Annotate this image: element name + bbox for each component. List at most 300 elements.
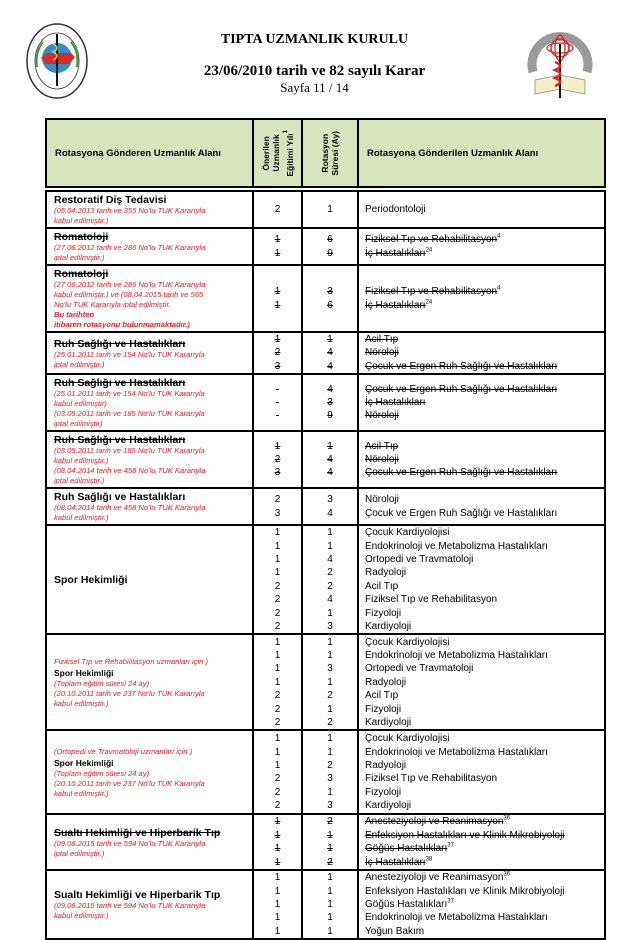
footnote-ref: 1 xyxy=(282,129,289,134)
rotation-months-value: 1 xyxy=(327,843,333,855)
target-specialty-cell xyxy=(358,228,605,265)
footnote-ref: 36 xyxy=(503,871,511,878)
header-line: Eğitimi Yılı xyxy=(284,133,295,177)
suggested-year-value: 1 xyxy=(274,636,281,648)
target-specialty-cell xyxy=(358,332,605,374)
suggested-year-value: 2 xyxy=(274,703,281,715)
source-specialty-name: Ruh Sağlığı ve Hastalıkları xyxy=(54,377,186,390)
rotation-months-cell xyxy=(302,525,358,634)
target-specialty-item xyxy=(365,799,604,812)
rotation-months-value: 1 xyxy=(327,885,333,897)
target-specialty-name: Radyoloji xyxy=(365,676,407,688)
suggested-year-value: 1 xyxy=(274,843,281,855)
target-specialty-item xyxy=(365,453,604,466)
source-specialty-cell xyxy=(46,634,253,730)
decision-note: (03.05.2011 tarih ve 185 No'lu TUK Kararıyla xyxy=(54,446,205,456)
target-specialty-item xyxy=(365,925,604,938)
suggested-year-value: 1 xyxy=(274,676,281,688)
page-number: Sayfa 11 / 14 xyxy=(280,80,349,95)
target-specialty-name: Ortopedi ve Travmatoloji xyxy=(365,554,474,566)
target-specialty-item xyxy=(365,580,604,593)
suggested-year-value: 2 xyxy=(274,203,281,215)
rotation-months-value: 1 xyxy=(327,649,333,661)
suggested-year-value: 1 xyxy=(274,649,281,661)
decision-note: kabul edilmiştir) xyxy=(54,399,107,409)
rotation-months-value: 3 xyxy=(327,663,333,675)
decision-note: kabul edilmiştir.) xyxy=(54,788,109,798)
suggested-year-cell xyxy=(253,525,302,634)
target-specialty-item xyxy=(365,233,604,246)
target-specialty-name: Nöroloji xyxy=(365,347,399,359)
target-specialty-name: Çocuk ve Ergen Ruh Sağlığı ve Hastalıkları xyxy=(365,467,558,479)
decision-note: (05.04.2013 tarih ve 355 No'lu TUK Kararıyla xyxy=(54,206,206,215)
rotation-months-value: 4 xyxy=(327,467,333,479)
rotation-months-value: 4 xyxy=(327,454,333,466)
header-line: Önerilen xyxy=(260,135,271,171)
decision-note: iptal edilmiştir.) xyxy=(54,253,105,262)
suggested-year-cell xyxy=(253,191,302,228)
target-specialty-item xyxy=(365,383,604,396)
suggested-year-value: 2 xyxy=(274,594,281,606)
table-row xyxy=(46,265,605,332)
target-specialty-name: Periodontoloji xyxy=(365,203,426,215)
source-specialty-cell xyxy=(46,730,253,814)
suggested-year-cell xyxy=(253,332,302,374)
table-row xyxy=(46,332,605,374)
target-specialty-item xyxy=(365,507,604,520)
decision-note: (25.01.2011 tarih ve 154 No'lu TUK Kararıyla xyxy=(54,389,205,399)
table-row xyxy=(46,814,605,870)
suggested-year-value: 2 xyxy=(274,621,281,633)
target-specialty-item xyxy=(365,676,604,689)
header-line: Rotasyon xyxy=(320,133,330,173)
suggested-year-value: 1 xyxy=(274,554,281,566)
target-specialty-item xyxy=(365,360,604,373)
decision-note: (09.06.2015 tarih ve 594 No'lu TUK Kararıyla xyxy=(54,838,206,848)
suggested-year-value: 1 xyxy=(274,567,281,579)
suggested-year-value: 1 xyxy=(274,247,281,259)
rotation-months-value: 4 xyxy=(327,594,333,606)
target-specialty-name: Ortopedi ve Travmatoloji xyxy=(365,663,474,675)
source-specialty-name: Spor Hekimliği xyxy=(54,667,114,678)
rotation-months-value: 4 xyxy=(327,554,333,566)
target-specialty-item xyxy=(365,396,604,409)
target-specialty-name: Radyoloji xyxy=(365,567,407,579)
target-specialty-item xyxy=(365,466,604,479)
suggested-year-cell xyxy=(253,374,302,431)
suggested-year-value: 2 xyxy=(274,607,281,619)
rotation-months-value: 2 xyxy=(327,856,333,868)
source-specialty-name: Restoratif Diş Tedavisi xyxy=(54,194,167,206)
target-specialty-item xyxy=(365,759,604,772)
target-specialty-name: Fiziksel Tıp ve Rehabilitasyon xyxy=(365,234,498,246)
target-specialty-name: İç Hastalıkları xyxy=(365,299,426,311)
target-specialty-item xyxy=(365,786,604,799)
suggested-year-cell xyxy=(253,431,302,488)
suggested-year-value: 1 xyxy=(274,912,281,924)
rotation-months-cell xyxy=(302,634,358,730)
target-specialty-item xyxy=(365,856,604,869)
source-specialty-name: Spor Hekimliği xyxy=(54,574,128,587)
rotation-months-value: 1 xyxy=(327,527,333,539)
target-specialty-name: Enfeksiyon Hastalıkları ve Klinik Mikrobiyoloji xyxy=(365,829,565,841)
target-specialty-name: Endokrinoloji ve Metabolizma Hastalıkları xyxy=(365,746,548,758)
suggested-year-cell xyxy=(253,814,302,870)
suggested-year-value xyxy=(254,383,301,396)
target-specialty-name: Kardiyoloji xyxy=(365,621,412,633)
rotation-months-value: 6 xyxy=(327,234,333,246)
target-specialty-cell xyxy=(358,870,605,939)
source-specialty-name: Spor Hekimliği xyxy=(54,757,114,768)
source-specialty-name: Sualtı Hekimliği ve Hiperbarik Tıp xyxy=(54,826,221,839)
rotation-months-cell xyxy=(302,730,358,814)
rotation-months-value: 4 xyxy=(327,507,333,519)
suggested-year-value: 1 xyxy=(274,856,281,868)
target-specialty-name: Nöroloji xyxy=(365,454,399,466)
target-specialty-item xyxy=(365,815,604,828)
footnote-ref: 36 xyxy=(503,816,511,823)
decision-note: kabul edilmiştir.) xyxy=(54,513,109,523)
decision-note: kabul edilmiştir.) ve (08.04.2015 tarih ve 565 xyxy=(54,290,204,299)
decision-note: (08.04.2014 tarih ve 458 No'lu TUK Kararıyla xyxy=(54,466,206,476)
rotation-months-value: 3 xyxy=(327,286,333,298)
source-specialty-name: Ruh Sağlığı ve Hastalıkları xyxy=(54,491,186,504)
target-specialty-item xyxy=(365,299,604,312)
suggested-year-value: 2 xyxy=(274,786,281,798)
rotation-months-value: 3 xyxy=(327,800,333,812)
rotation-table xyxy=(45,190,606,940)
rotation-months-value: 1 xyxy=(327,898,333,910)
rotation-months-cell xyxy=(302,488,358,525)
footnote-ref: 38 xyxy=(425,856,433,863)
suggested-year-cell xyxy=(253,870,302,939)
suggested-year-value: 1 xyxy=(274,286,281,298)
decision-note: (27.06.2012 tarih ve 286 No'lu TUK Kararıyla xyxy=(54,243,206,252)
rotation-months-cell xyxy=(302,228,358,265)
rotation-months-value: 3 xyxy=(327,773,333,785)
tuk-emblem-logo xyxy=(527,22,593,102)
target-specialty-name: Radyoloji xyxy=(365,760,407,772)
target-specialty-cell xyxy=(358,634,605,730)
table-row xyxy=(46,730,605,814)
source-specialty-name: Romatoloji xyxy=(54,268,109,280)
table-row xyxy=(46,634,605,730)
source-specialty-cell xyxy=(46,265,253,332)
column-header-rotation-duration xyxy=(302,119,358,187)
target-specialty-item xyxy=(365,203,604,216)
rotation-months-value: 4 xyxy=(327,383,333,395)
suggested-year-cell xyxy=(253,488,302,525)
target-specialty-name: İç Hastalıkları xyxy=(365,856,426,868)
rotation-months-value: 3 xyxy=(327,621,333,633)
target-specialty-item xyxy=(365,662,604,675)
rotation-months-value: 3 xyxy=(327,494,333,506)
suggested-year-value: 1 xyxy=(274,663,281,675)
rotation-months-value: 2 xyxy=(327,567,333,579)
suggested-year-value: 2 xyxy=(274,494,281,506)
rotation-months-value: 1 xyxy=(327,872,333,884)
decision-note: iptal edilmiştir.) xyxy=(54,476,105,486)
suggested-year-cell xyxy=(253,265,302,332)
target-specialty-cell xyxy=(358,374,605,431)
target-specialty-name: Çocuk ve Ergen Ruh Sağlığı ve Hastalıkları xyxy=(365,507,558,519)
target-specialty-item xyxy=(365,885,604,898)
source-specialty-cell xyxy=(46,431,253,488)
target-specialty-name: Fiziksel Tıp ve Rehabilitasyon xyxy=(365,773,498,785)
table-row xyxy=(46,488,605,525)
rotation-months-value: 1 xyxy=(327,203,333,215)
suggested-year-value: 1 xyxy=(274,299,281,311)
suggested-year-value xyxy=(254,409,301,422)
rotation-months-value: 6 xyxy=(327,299,333,311)
target-specialty-item xyxy=(365,409,604,422)
target-specialty-name: Fizyoloji xyxy=(365,703,402,715)
target-specialty-item xyxy=(365,716,604,729)
decision-note: (25.01.2011 tarih ve 154 No'lu TUK Kararıyla xyxy=(54,349,205,359)
footnote-ref: 37 xyxy=(447,898,454,905)
target-specialty-name: Göğüs Hastalıkları xyxy=(365,843,448,855)
target-specialty-cell xyxy=(358,431,605,488)
target-specialty-name: Çocuk Kardiyolojisi xyxy=(365,636,450,648)
decision-note: (20.10.2011 tarih ve 237 No'lu TUK Kararıyla xyxy=(54,688,205,698)
target-specialty-name: Kardiyoloji xyxy=(365,800,412,812)
suggested-year-value: 1 xyxy=(274,816,281,828)
target-specialty-item xyxy=(365,346,604,359)
target-specialty-name: Nöroloji xyxy=(365,410,399,422)
rotation-months-value: 4 xyxy=(327,347,333,359)
source-specialty-cell xyxy=(46,374,253,431)
rotation-months-value: 1 xyxy=(327,607,333,619)
suggested-year-value: 1 xyxy=(274,733,281,745)
decision-note: kabul edilmiştir.) xyxy=(54,698,109,708)
column-header-suggested-year xyxy=(253,119,302,187)
suggested-year-value: 1 xyxy=(274,885,281,897)
target-specialty-item xyxy=(365,772,604,785)
suggested-year-value: 1 xyxy=(274,440,281,452)
rotation-months-value: 1 xyxy=(327,703,333,715)
target-specialty-name: Nöroloji xyxy=(365,494,399,506)
rotation-months-value: 3 xyxy=(327,397,333,409)
target-specialty-name: Fizyoloji xyxy=(365,786,402,798)
target-specialty-name: Çocuk Kardiyolojisi xyxy=(365,527,450,539)
rotation-months-value: 1 xyxy=(327,540,333,552)
footnote-ref: 4 xyxy=(497,233,501,240)
source-specialty-cell xyxy=(46,525,253,634)
target-specialty-name: Fizyoloji xyxy=(365,607,402,619)
decision-note: (09.06.2015 tarih ve 594 No'lu TUK Kararıyla xyxy=(54,901,206,911)
target-specialty-name: Kardiyoloji xyxy=(365,716,412,728)
decision-note: iptal edilmiştir) xyxy=(54,419,103,429)
decision-note-emphasis: itibaren rotasyonu bulunmamaktadır.) xyxy=(54,320,190,329)
suggested-year-cell xyxy=(253,730,302,814)
target-specialty-name: Fiziksel Tıp ve Rehabilitasyon xyxy=(365,594,498,606)
target-specialty-name: Anesteziyoloji ve Reanimasyon xyxy=(365,872,504,884)
target-specialty-item xyxy=(365,829,604,842)
decision-note: No'lu TUK Kararıyla iptal edilmiştir. xyxy=(54,300,171,309)
target-specialty-item xyxy=(365,649,604,662)
source-specialty-cell xyxy=(46,191,253,228)
target-specialty-name: Çocuk Kardiyolojisi xyxy=(365,733,450,745)
decision-note: (Toplam eğitim süresi 24 ay) xyxy=(54,768,150,778)
suggested-year-value: 1 xyxy=(274,334,281,345)
target-specialty-item xyxy=(365,703,604,716)
target-specialty-name: Anesteziyoloji ve Reanimasyon xyxy=(365,816,504,828)
suggested-year-value: 1 xyxy=(274,829,281,841)
suggested-year-value: 3 xyxy=(274,507,281,519)
decision-note: kabul edilmiştir.) xyxy=(54,216,109,225)
suggested-year-cell xyxy=(253,634,302,730)
suggested-year-value: 2 xyxy=(274,690,281,702)
suggested-year-value: 2 xyxy=(274,347,281,359)
suggested-year-value: 1 xyxy=(274,872,281,884)
table-row xyxy=(46,191,605,228)
suggested-year-value: 1 xyxy=(274,898,281,910)
rotation-months-value: 2 xyxy=(327,690,333,702)
target-specialty-item xyxy=(365,566,604,579)
target-specialty-item xyxy=(365,540,604,553)
rotation-months-cell xyxy=(302,332,358,374)
rotation-months-value: 1 xyxy=(327,334,333,345)
decision-note: (Toplam eğitim süresi 24 ay) xyxy=(54,678,150,688)
suggested-year-value: 2 xyxy=(274,716,281,728)
target-specialty-name: Acil Tıp xyxy=(365,580,399,592)
decision-note: iptal edilmiştir.) xyxy=(54,848,105,858)
target-specialty-name: Acil Tıp xyxy=(365,334,399,345)
source-specialty-cell xyxy=(46,228,253,265)
target-specialty-item xyxy=(365,871,604,884)
rotation-months-cell xyxy=(302,191,358,228)
footnote-ref: 4 xyxy=(497,285,501,292)
target-specialty-name: Enfeksiyon Hastalıkları ve Klinik Mikrobiyoloji xyxy=(365,885,565,897)
decision-note-emphasis: Bu tarihten xyxy=(54,310,95,319)
suggested-year-value: 1 xyxy=(274,540,281,552)
target-specialty-item xyxy=(365,593,604,606)
rotation-months-value: 1 xyxy=(327,829,333,841)
target-specialty-name: İç Hastalıkları xyxy=(365,397,426,409)
column-header-target-specialty: Rotasyona Gönderilen Uzmanlık Alanı xyxy=(358,119,605,187)
target-specialty-name: Endokrinoloji ve Metabolizma Hastalıkları xyxy=(365,649,548,661)
source-specialty-name: Ruh Sağlığı ve Hastalıkları xyxy=(54,337,186,350)
decision-note: (20.10.2011 tarih ve 237 No'lu TUK Kararıyla xyxy=(54,778,205,788)
table-row xyxy=(46,870,605,939)
suggested-year-value: 2 xyxy=(274,454,281,466)
rotation-months-value: 1 xyxy=(327,733,333,745)
rotation-months-value: 2 xyxy=(327,760,333,772)
table-row xyxy=(46,525,605,634)
suggested-year-cell xyxy=(253,228,302,265)
source-specialty-cell xyxy=(46,332,253,374)
target-specialty-name: Yoğun Bakım xyxy=(365,925,425,937)
suggested-year-value xyxy=(254,396,301,409)
target-specialty-cell xyxy=(358,488,605,525)
rotation-months-value: 1 xyxy=(327,746,333,758)
rotation-months-cell xyxy=(302,814,358,870)
header-line: Uzmanlık xyxy=(270,134,281,172)
rotation-months-value: 9 xyxy=(327,247,333,259)
target-specialty-cell xyxy=(358,730,605,814)
target-specialty-cell xyxy=(358,191,605,228)
suggested-year-value: 1 xyxy=(274,760,281,772)
table-row xyxy=(46,374,605,431)
target-specialty-item xyxy=(365,898,604,911)
rotation-months-cell xyxy=(302,265,358,332)
rotation-months-value: 2 xyxy=(327,716,333,728)
rotation-months-value: 1 xyxy=(327,636,333,648)
target-specialty-name: Çocuk ve Ergen Ruh Sağlığı ve Hastalıkları xyxy=(365,360,558,372)
rotation-months-cell xyxy=(302,431,358,488)
rotation-months-value: 1 xyxy=(327,676,333,688)
target-specialty-item xyxy=(365,526,604,539)
source-specialty-cell xyxy=(46,814,253,870)
target-specialty-item xyxy=(365,911,604,924)
target-specialty-item xyxy=(365,493,604,506)
table-row xyxy=(46,431,605,488)
suggested-year-value: 2 xyxy=(274,773,281,785)
source-specialty-name: Sualtı Hekimliği ve Hiperbarik Tıp xyxy=(54,889,221,902)
rotation-months-value: 4 xyxy=(327,360,333,372)
suggested-year-value: 3 xyxy=(274,467,281,479)
target-specialty-name: Göğüs Hastalıkları xyxy=(365,898,448,910)
decision-note: (Ortopedi ve Travmatoloji uzmanları için ) xyxy=(54,746,193,756)
target-specialty-name: Endokrinoloji ve Metabolizma Hastalıkları xyxy=(365,912,548,924)
source-specialty-cell xyxy=(46,870,253,939)
rotation-months-value: 1 xyxy=(327,440,333,452)
decision-reference: 23/06/2010 tarih ve 82 sayılı Karar xyxy=(203,63,426,79)
suggested-year-value: 2 xyxy=(274,580,281,592)
rotation-months-cell xyxy=(302,870,358,939)
decision-note: (27.06.2012 tarih ve 286 No'lu TUK Kararıyla xyxy=(54,280,206,289)
footnote-ref: 24 xyxy=(425,247,433,254)
decision-note: iptal edilmiştir.) xyxy=(54,359,105,369)
target-specialty-item xyxy=(365,620,604,633)
target-specialty-item xyxy=(365,247,604,260)
suggested-year-value: 1 xyxy=(274,746,281,758)
target-specialty-item xyxy=(365,732,604,745)
rotation-months-value: 9 xyxy=(327,410,333,422)
suggested-year-value: 1 xyxy=(274,234,281,246)
rotation-months-value: 2 xyxy=(327,816,333,828)
target-specialty-item xyxy=(365,746,604,759)
target-specialty-item xyxy=(365,689,604,702)
rotation-table-header xyxy=(45,118,606,188)
header-line: Süresi (Ay) xyxy=(330,130,340,176)
target-specialty-name: Endokrinoloji ve Metabolizma Hastalıkları xyxy=(365,540,548,552)
rotation-months-value: 1 xyxy=(327,925,333,937)
table-row xyxy=(46,228,605,265)
decision-note: (03.05.2011 tarih ve 185 No'lu TUK Kararıyla xyxy=(54,409,205,419)
rotation-months-value: 1 xyxy=(327,912,333,924)
target-specialty-item xyxy=(365,553,604,566)
document-title: TIPTA UZMANLIK KURULU xyxy=(220,32,409,47)
footnote-ref: 24 xyxy=(425,299,433,306)
column-header-source-specialty: Rotasyona Gönderen Uzmanlık Alanı xyxy=(46,119,253,187)
source-specialty-cell xyxy=(46,488,253,525)
target-specialty-item xyxy=(365,607,604,620)
target-specialty-name: Fiziksel Tıp ve Rehabilitasyon xyxy=(365,286,498,298)
target-specialty-name: İç Hastalıkları xyxy=(365,247,426,259)
target-specialty-name: Çocuk ve Ergen Ruh Sağlığı ve Hastalıkları xyxy=(365,383,558,395)
suggested-year-value: 1 xyxy=(274,527,281,539)
target-specialty-name: Acil Tıp xyxy=(365,440,399,452)
target-specialty-item xyxy=(365,440,604,453)
target-specialty-cell xyxy=(358,265,605,332)
target-specialty-cell xyxy=(358,814,605,870)
decision-note: kabul edilmiştir.) xyxy=(54,911,109,921)
source-specialty-name: Ruh Sağlığı ve Hastalıkları xyxy=(54,434,186,447)
decision-note: kabul edilmiştir.) xyxy=(54,456,109,466)
suggested-year-value: 1 xyxy=(274,925,281,937)
source-specialty-name: Romatoloji xyxy=(54,231,109,243)
